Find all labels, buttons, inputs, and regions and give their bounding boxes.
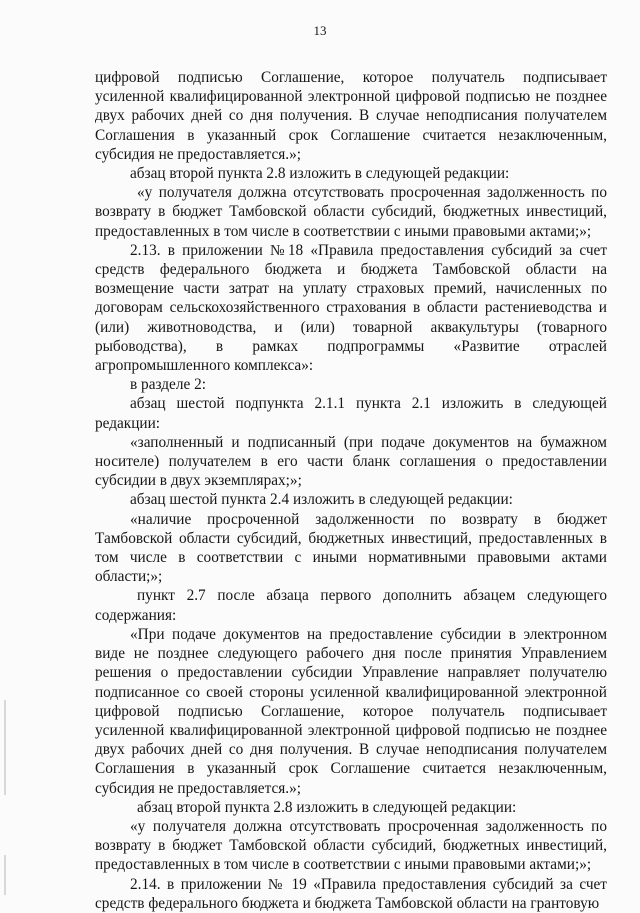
paragraph: «наличие просроченной задолженности по возврату в бюджет Тамбовской области субсидий, бюджетных инвестиций, предоставленных в том числе в соответствии с иными нормативными правовыми актами области;»;	[95, 510, 607, 586]
scan-margin-mark	[4, 855, 6, 895]
page-number: 13	[313, 23, 327, 38]
document-body	[95, 68, 607, 913]
paragraph: 2.13. в приложении №18 «Правила предоставления субсидий за счет средств федерального бюджета и бюджета Тамбовской области на возмещение части затрат на уплату страховых премий, начисленных по договорам сельскохозяйственного страхования в области растениеводства и (или) животноводства, и (или) товарной аквакультуры (товарного рыбоводства), в рамках подпрограммы «Развитие отраслей агропромышленного комплекса»:	[95, 241, 607, 375]
paragraph: «При подаче документов на предоставление субсидии в электронном виде не позднее следующего рабочего дня после принятия Управлением решения о предоставлении субсидии Управление направляет получателю подписанное со своей стороны усиленной квалифицированной электронной цифровой подписью Соглашение, которое получатель подписывает усиленной квалифицированной электронной цифровой подписью не позднее двух рабочих дней со дня получения. В случае неподписания получателем Соглашения в указанный срок Соглашение считается незаключенным, субсидия не предоставляется.»;	[95, 625, 607, 797]
paragraph: цифровой подписью Соглашение, которое получатель подписывает усиленной квалифицированной электронной цифровой подписью не позднее двух рабочих дней со дня получения. В случае неподписания получателем Соглашения в указанный срок Соглашение считается незаключенным, субсидия не предоставляется.»;	[95, 69, 607, 163]
paragraph: «у получателя должна отсутствовать просроченная задолженность по возврату в бюджет Тамбовской области субсидий, бюджетных инвестиций, предоставленных в том числе в соответствии с иными правовыми актами;»;	[95, 184, 607, 240]
paragraph: «заполненный и подписанный (при подаче документов на бумажном носителе) получателем в его части бланк соглашения о предоставлении субсидии в двух экземплярах;»;	[95, 433, 607, 490]
paragraph: пункт 2.7 после абзаца первого дополнить абзацем следующего содержания:	[95, 587, 607, 624]
paragraph: абзац шестой подпункта 2.1.1 пункта 2.1 изложить в следующей редакции:	[95, 395, 607, 432]
scan-margin-mark	[4, 700, 6, 795]
paragraph: абзац шестой пункта 2.4 изложить в следующей редакции:	[130, 491, 513, 509]
paragraph: «у получателя должна отсутствовать просроченная задолженность по возврату в бюджет Тамбовской области субсидий, бюджетных инвестиций, предоставленных в том числе в соответствии с иными правовыми актами;»;	[95, 817, 607, 874]
paragraph: 2.14. в приложении № 19 «Правила предоставления субсидий за счет средств федерального бюджета и бюджета Тамбовской области на грантовую	[95, 875, 607, 912]
paragraph: абзац второй пункта 2.8 изложить в следующей редакции:	[130, 165, 510, 183]
paragraph: абзац второй пункта 2.8 изложить в следующей редакции:	[137, 798, 517, 816]
paragraph: в разделе 2:	[130, 376, 206, 394]
